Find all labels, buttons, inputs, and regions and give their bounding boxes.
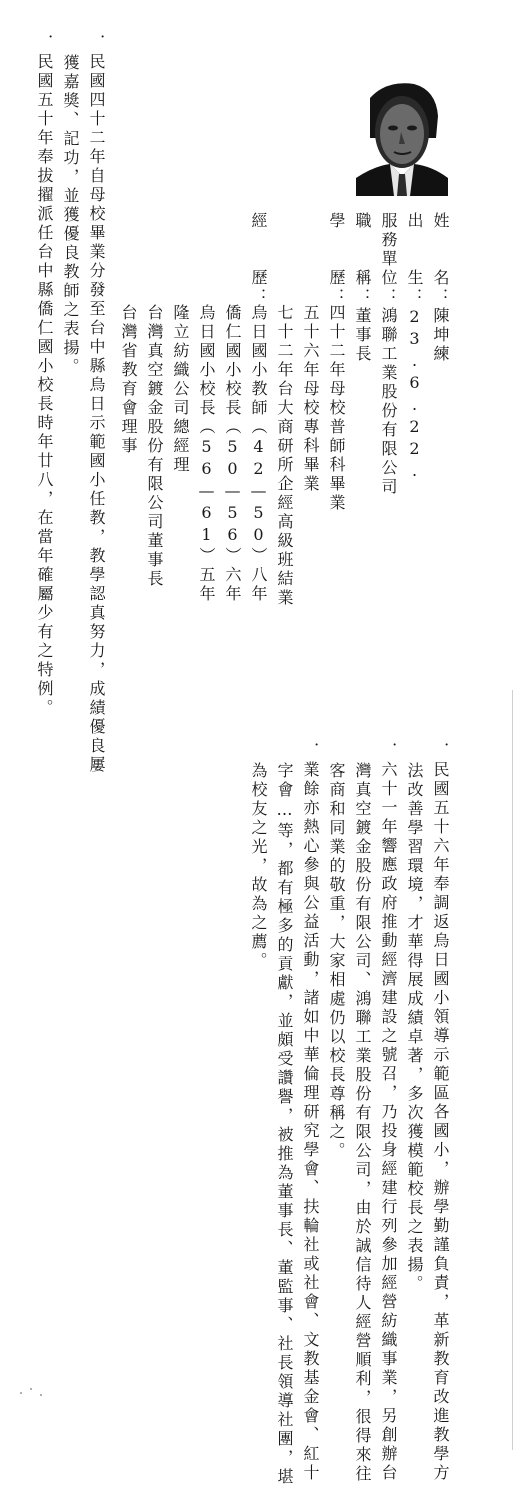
scan-edge-line [512,690,513,1450]
bullet-text-line: ．民國五十年奉拔擢派任台中縣僑仁國小校長時年廿八，在當年確屬少有之特例。 [35,34,54,718]
education-item: 五十六年母校專科畢業 [301,304,320,494]
scan-speck [40,1394,42,1396]
education-item: 四十二年母校普師科畢業 [327,304,346,513]
experience-label: 經 歷： [249,212,268,307]
bullet-text-line: ．六十一年響應政府推動經濟建設之號召，乃投身經建行列參加經營紡織事業，另創辦台 [379,742,398,1483]
name-line: 姓 名：陳坤練 [431,212,450,364]
portrait-photo [356,76,448,196]
experience-item: 烏日國小教師（42—50）八年 [249,304,268,604]
bullet-text-line: 獲嘉獎、記功，並獲優良教師之表揚。 [61,54,80,377]
experience-item: 台灣省教育會理事 [119,304,138,456]
bullet-text-line: 為校友之光，故為之薦。 [249,762,268,971]
bullet-text-line: 客商和同業的敬重，大家相處仍以校長尊稱之。 [327,762,346,1161]
education-label: 學 歷： [327,212,346,307]
experience-item: 僑仁國小校長（50—56）六年 [223,304,242,604]
title-line: 職 稱：董事長 [353,212,372,364]
scan-speck [30,1388,32,1390]
scan-speck [20,1392,22,1394]
bullet-text-line: ．民國四十二年自母校畢業分發至台中縣烏日示範國小任教，教學認真努力，成績優良屢 [87,34,106,775]
birth-line: 出 生：23.6.22. [405,212,424,483]
bullet-text-line: ．民國五十六年奉調返烏日國小領導示範區各國小，辦學勤謹負責，革新教育改進教學方 [431,742,450,1483]
bullet-text-line: 法改善學習環境，才華得展成績卓著，多次獲模範校長之表揚。 [405,762,424,1294]
experience-item: 台灣真空鍍金股份有限公司董事長 [145,304,164,589]
bullet-text-line: 字會…等，都有極多的貢獻，並頗受讚譽，被推為董事長、董監事、社長領導社團，堪 [275,762,294,1487]
experience-item: 隆立紡織公司總經理 [171,304,190,475]
experience-item: 烏日國小校長（56—61）五年 [197,304,216,604]
education-item: 七十二年台大商研所企經高級班結業 [275,304,294,608]
bullet-text-line: 灣真空鍍金股份有限公司、鴻聯工業股份有限公司，由於誠信待人經營順利，很得來往 [353,762,372,1484]
bullet-text-line: ．業餘亦熱心參與公益活動，諸如中華倫理研究學會、扶輪社或社會、文教基金會、紅十 [301,742,320,1483]
employer-line: 服務單位：鴻聯工業股份有限公司 [379,212,398,497]
